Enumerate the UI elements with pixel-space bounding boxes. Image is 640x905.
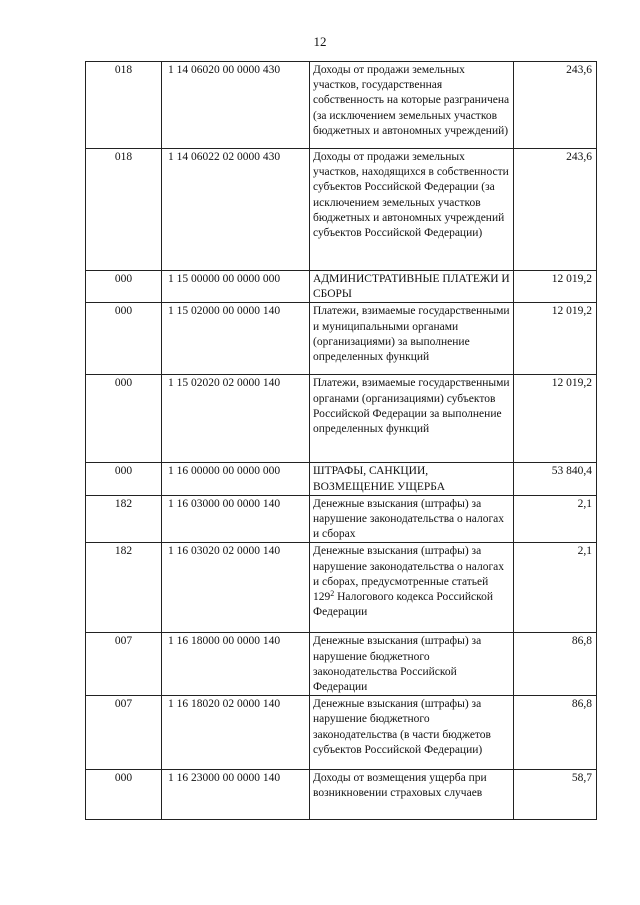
description-text: Доходы от продажи земельных участков, государственная собственность на которые разграничена (за исключением земельных участков бюджетных и автономных учреждений) (313, 64, 510, 137)
amount-cell: 58,7 (514, 770, 597, 820)
amount-cell: 86,8 (514, 633, 597, 696)
table-row (86, 149, 597, 271)
description-cell (310, 463, 514, 495)
admin-code-cell: 182 (86, 543, 162, 633)
description-text: Денежные взыскания (штрафы) за нарушение бюджетного законодательства (в части бюджетов субъектов Российской Федерации) (313, 698, 491, 756)
budget-code-cell: 1 16 18020 02 0000 140 (162, 696, 310, 770)
table-row (86, 770, 597, 820)
description-cell (310, 149, 514, 271)
table-row (86, 62, 597, 149)
admin-code-cell: 000 (86, 463, 162, 495)
table-row (86, 495, 597, 543)
budget-code-cell: 1 16 03000 00 0000 140 (162, 495, 310, 543)
table-row (86, 696, 597, 770)
admin-code-cell: 018 (86, 149, 162, 271)
budget-code-cell: 1 14 06020 00 0000 430 (162, 62, 310, 149)
budget-code-cell: 1 15 02000 00 0000 140 (162, 303, 310, 375)
table-row (86, 303, 597, 375)
footnote-superscript: 2 (330, 589, 335, 599)
amount-cell: 12 019,2 (514, 375, 597, 463)
budget-code-cell: 1 15 02020 02 0000 140 (162, 375, 310, 463)
description-cell (310, 271, 514, 303)
budget-code-cell: 1 16 03020 02 0000 140 (162, 543, 310, 633)
description-text: АДМИНИСТРАТИВНЫЕ ПЛАТЕЖИ И СБОРЫ (313, 273, 510, 301)
admin-code-cell: 000 (86, 770, 162, 820)
admin-code-cell: 018 (86, 62, 162, 149)
description-cell (310, 62, 514, 149)
description-text: Платежи, взимаемые государственными и муниципальными органами (организациями) за выполнение определенных функций (313, 305, 510, 364)
description-cell (310, 633, 514, 696)
description-cell (310, 770, 514, 820)
table-row (86, 375, 597, 463)
amount-cell: 243,6 (514, 149, 597, 271)
table-row (86, 633, 597, 696)
admin-code-cell: 000 (86, 271, 162, 303)
amount-cell: 2,1 (514, 543, 597, 633)
description-cell (310, 495, 514, 543)
budget-code-cell: 1 16 23000 00 0000 140 (162, 770, 310, 820)
description-cell (310, 303, 514, 375)
description-cell (310, 696, 514, 770)
amount-cell: 12 019,2 (514, 303, 597, 375)
admin-code-cell: 000 (86, 375, 162, 463)
revenue-table-body (86, 62, 597, 820)
budget-code-cell: 1 16 00000 00 0000 000 (162, 463, 310, 495)
description-text: Денежные взыскания (штрафы) за нарушение законодательства о налогах и сборах (313, 497, 505, 541)
budget-code-cell: 1 14 06022 02 0000 430 (162, 149, 310, 271)
amount-cell: 53 840,4 (514, 463, 597, 495)
admin-code-cell: 182 (86, 495, 162, 543)
admin-code-cell: 000 (86, 303, 162, 375)
table-row (86, 271, 597, 303)
amount-cell: 243,6 (514, 62, 597, 149)
description-text: ШТРАФЫ, САНКЦИИ, ВОЗМЕЩЕНИЕ УЩЕРБА (313, 465, 446, 493)
page-number: 12 (313, 34, 327, 49)
description-cell (310, 375, 514, 463)
description-text: Денежные взыскания (штрафы) за нарушение законодательства о налогах и сборах, предусмотренные статьей 129 (313, 545, 505, 604)
budget-code-cell: 1 15 00000 00 0000 000 (162, 271, 310, 303)
amount-cell: 12 019,2 (514, 271, 597, 303)
amount-cell: 2,1 (514, 495, 597, 543)
admin-code-cell: 007 (86, 633, 162, 696)
description-text: Платежи, взимаемые государственными органами (организациями) субъектов Российской Федерации за выполнение определенных функций (313, 377, 510, 436)
table-row (86, 463, 597, 495)
revenue-table (85, 61, 597, 820)
description-text: Доходы от возмещения ущерба при возникновении страховых случаев (313, 772, 487, 800)
description-text: Доходы от продажи земельных участков, находящихся в собственности субъектов Российской Федерации (за исключением земельных участков бюджетных и автономных учреждений субъектов Российской Федерации) (313, 151, 509, 240)
admin-code-cell: 007 (86, 696, 162, 770)
table-row (86, 543, 597, 633)
description-text: Денежные взыскания (штрафы) за нарушение бюджетного законодательства Российской Федерации (313, 635, 482, 694)
amount-cell: 86,8 (514, 696, 597, 770)
budget-code-cell: 1 16 18000 00 0000 140 (162, 633, 310, 696)
description-text-continued: Налогового кодекса Российской Федерации (313, 591, 494, 619)
description-cell (310, 543, 514, 633)
